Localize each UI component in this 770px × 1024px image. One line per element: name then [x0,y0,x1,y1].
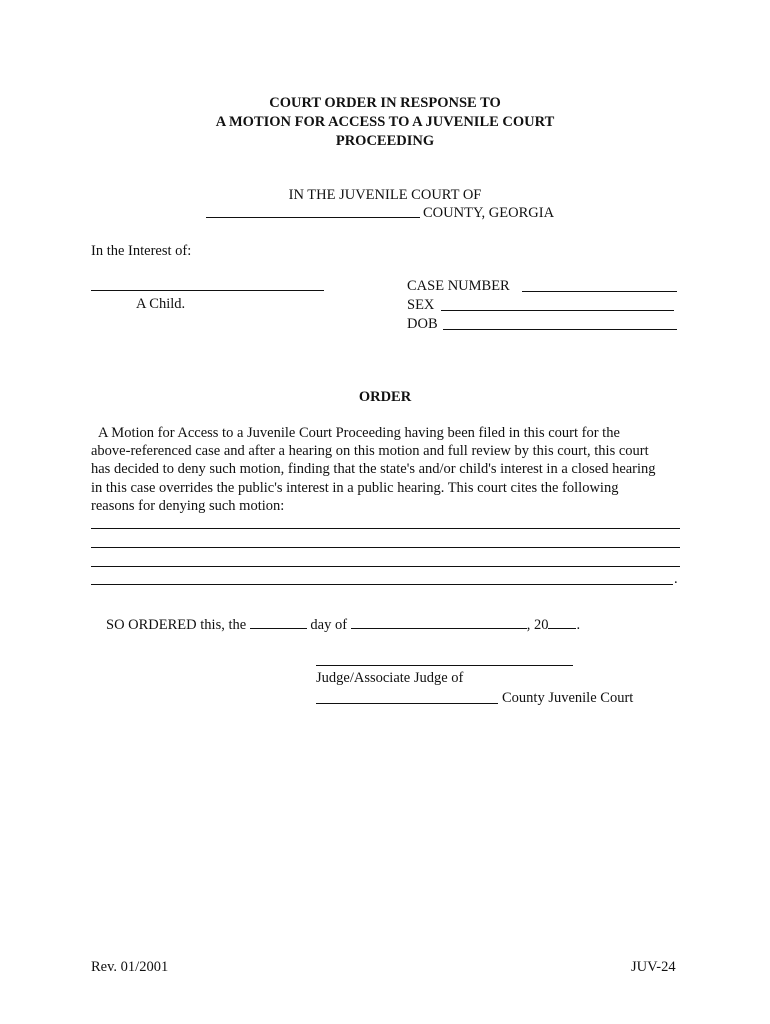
title-line-1: COURT ORDER IN RESPONSE TO [269,95,501,111]
court-line-1: IN THE JUVENILE COURT OF [288,187,482,203]
reason-line-2[interactable] [91,547,680,548]
year-prefix: , 20 [526,617,549,633]
day-of-label: day of [310,617,348,633]
body-line-1: A Motion for Access to a Juvenile Court Proceeding having been filed in this court for the [98,425,620,441]
body-line-5: reasons for denying such motion: [91,498,285,514]
revision-label: Rev. 01/2001 [91,959,169,975]
title-line-2: A MOTION FOR ACCESS TO A JUVENILE COURT [215,114,555,130]
interest-label: In the Interest of: [91,243,192,259]
order-heading: ORDER [358,389,412,405]
dob-label: DOB [407,316,438,332]
so-ordered-end: . [576,617,581,633]
signature-county-blank[interactable] [316,703,498,704]
child-label: A Child. [136,296,186,312]
body-line-4: in this case overrides the public's interest in a public hearing. This court cites the following [91,480,619,496]
so-ordered-prefix: SO ORDERED this, the [106,617,247,633]
child-name-blank[interactable] [91,290,324,291]
reason-end-period: . [674,571,678,587]
judge-signature-line[interactable] [316,665,573,666]
month-blank[interactable] [351,615,527,629]
judge-label: Judge/Associate Judge of [316,670,464,686]
county-georgia-label: COUNTY, GEORGIA [423,205,555,221]
title-line-3: PROCEEDING [335,133,435,149]
case-number-blank[interactable] [522,291,677,292]
case-number-label: CASE NUMBER [407,278,510,294]
day-blank[interactable] [250,615,307,629]
reason-line-1[interactable] [91,528,680,529]
reason-line-3[interactable] [91,566,680,567]
dob-blank[interactable] [443,329,677,330]
county-court-label: County Juvenile Court [502,690,634,706]
so-ordered-line [106,615,580,634]
county-name-blank[interactable] [206,217,420,218]
reason-line-4[interactable] [91,584,673,585]
sex-label: SEX [407,297,435,313]
body-line-2: above-referenced case and after a hearing on this motion and full review by this court, this court [91,443,649,459]
body-line-3: has decided to deny such motion, finding that the state's and/or child's interest in a closed hearing [91,461,656,477]
form-number: JUV-24 [631,959,676,975]
sex-blank[interactable] [441,310,674,311]
year-blank[interactable] [548,615,576,629]
